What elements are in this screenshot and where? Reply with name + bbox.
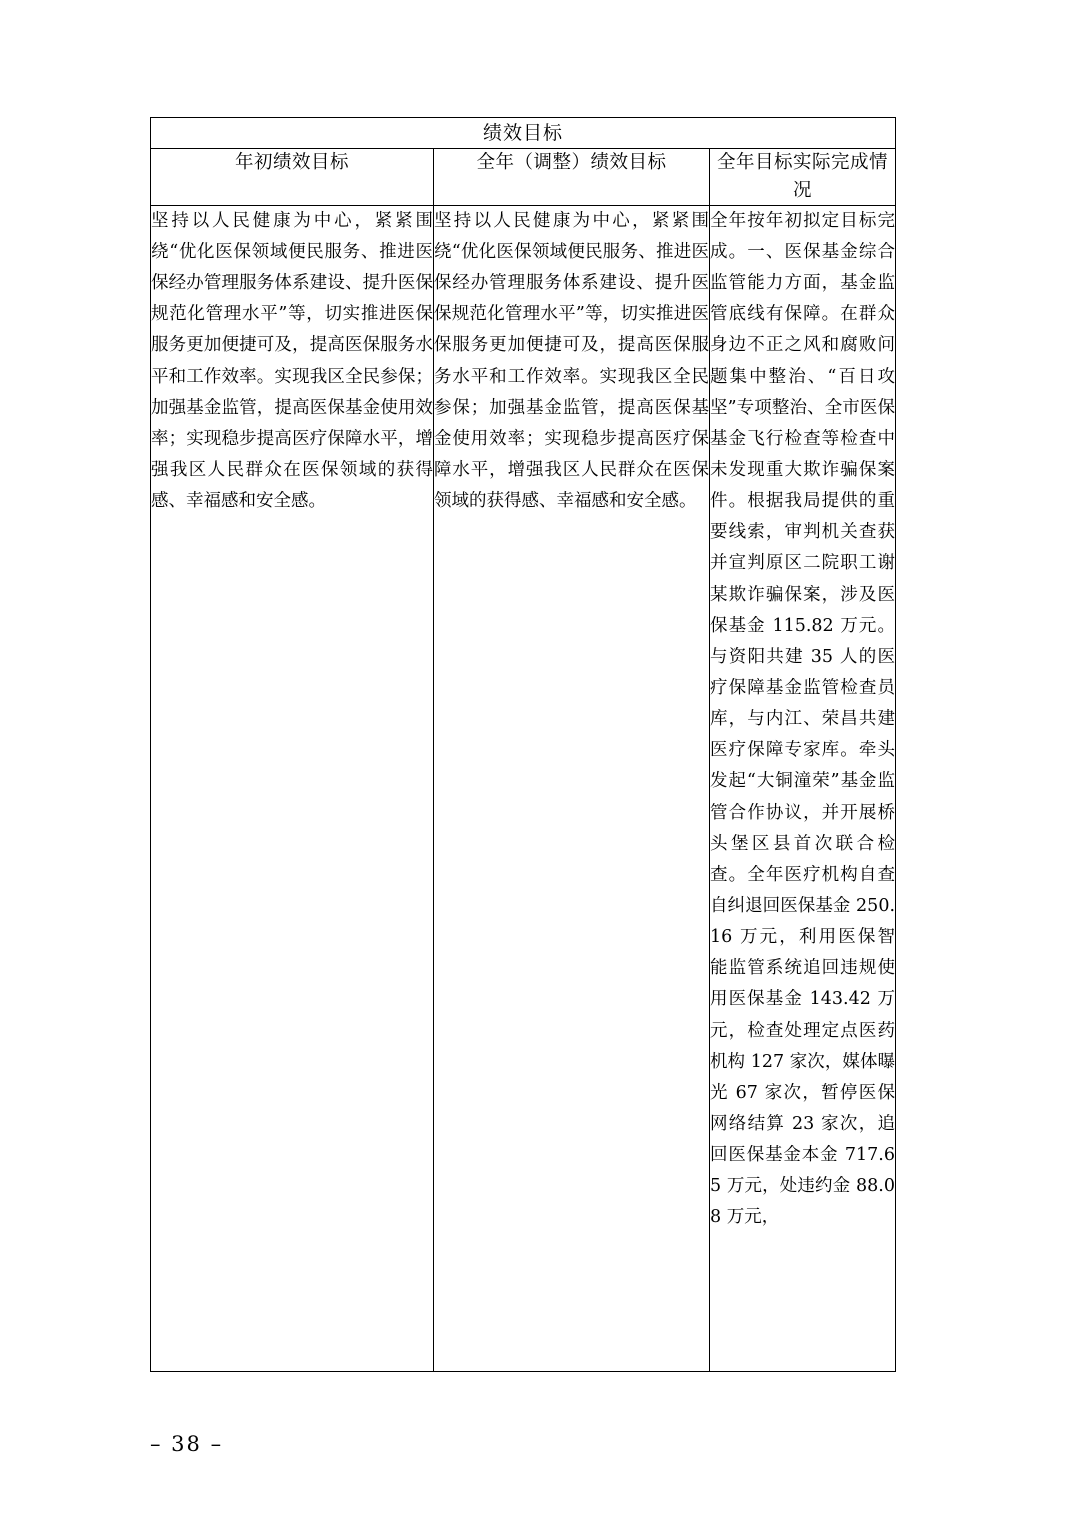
cell-adjusted-target: 坚持以人民健康为中心，紧紧围绕“优化医保领域便民服务、推进医保经办管理服务体系建设、提升医保规范化管理水平”等，切实推进医保服务更加便捷可及，提高医保服务水平和工作效率。实现我区全民参保；加强基金监管，提高医保基金使用效率；实现稳步提高医疗保障水平，增强我区人民群众在医保领域的获得感、幸福感和安全感。 [434, 205, 710, 1371]
column-header-actual-completion: 全年目标实际完成情况 [710, 149, 896, 206]
table-row [151, 205, 896, 1371]
cell-actual-completion: 全年按年初拟定目标完成。一、医保基金综合监管能力方面，基金监管底线有保障。在群众身边不正之风和腐败问题集中整治、“百日攻坚”专项整治、全市医保基金飞行检查等检查中未发现重大欺诈骗保案件。根据我局提供的重要线索，审判机关查获并宣判原区二院职工谢某欺诈骗保案，涉及医保基金 115.82 万元。与资阳共建 35 人的医疗保障基金监管检查员库，与内江、荣昌共建医疗保障专家库。牵头发起“大铜潼荣”基金监管合作协议，并开展桥头堡区县首次联合检查。全年医疗机构自查自纠退回医保基金 250.16 万元，利用医保智能监管系统追回违规使用医保基金 143.42 万元，检查处理定点医药机构 127 家次，媒体曝光 67 家次，暂停医保网络结算 23 家次，追回医保基金本金 717.65 万元，处违约金 88.08 万元， [710, 205, 896, 1371]
column-header-adjusted-target: 全年（调整）绩效目标 [434, 149, 710, 206]
table-title-row [151, 118, 896, 149]
table-title: 绩效目标 [151, 118, 896, 149]
column-header-initial-target: 年初绩效目标 [151, 149, 434, 206]
cell-initial-target: 坚持以人民健康为中心，紧紧围绕“优化医保领域便民服务、推进医保经办管理服务体系建设、提升医保规范化管理水平”等，切实推进医保服务更加便捷可及，提高医保服务水平和工作效率。实现我区全民参保；加强基金监管，提高医保基金使用效率；实现稳步提高医疗保障水平，增强我区人民群众在医保领域的获得感、幸福感和安全感。 [151, 205, 434, 1371]
page-number: – 38 – [150, 1432, 224, 1456]
table-header-row [151, 149, 896, 206]
performance-target-table [150, 117, 895, 1372]
